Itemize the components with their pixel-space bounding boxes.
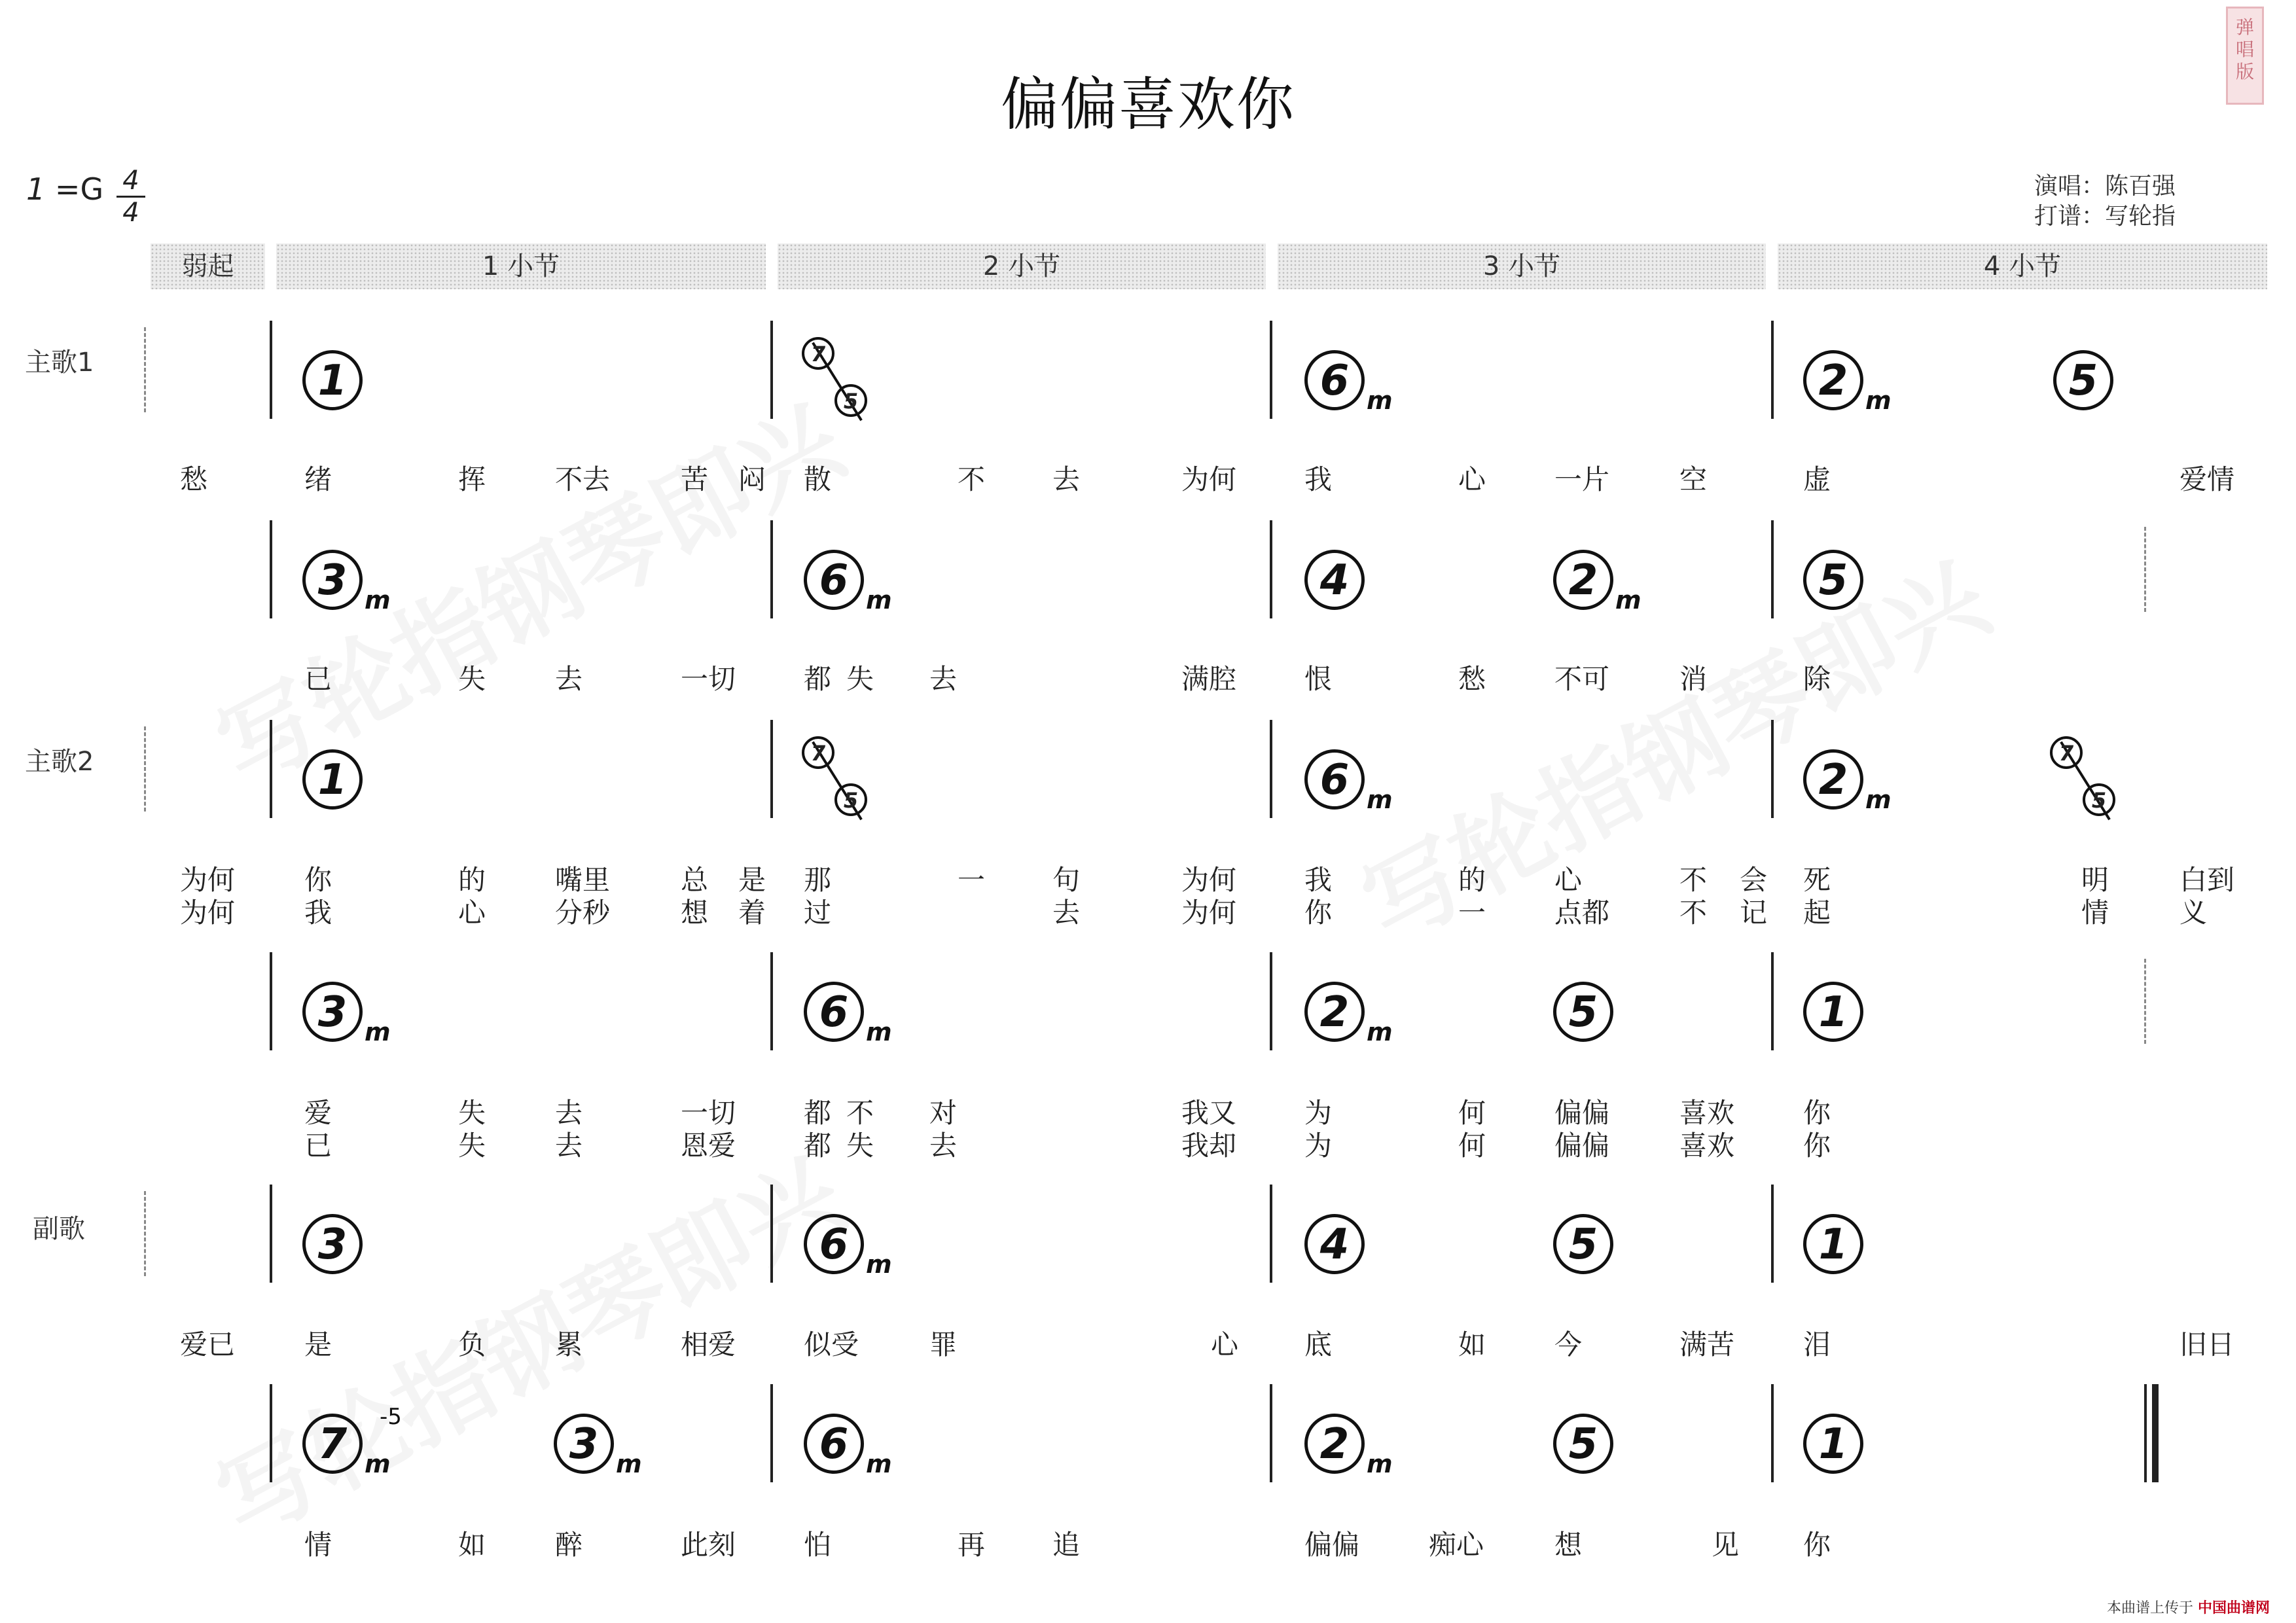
lyric-syllable: 底	[1304, 1329, 1333, 1361]
lyric-syllable: 负	[458, 1329, 486, 1361]
chord-degree: 1	[1803, 1414, 1863, 1474]
lyric-syllable: 一	[1458, 897, 1486, 929]
chord-degree: 1	[1803, 982, 1863, 1042]
lyric-syllable: 不可	[1554, 663, 1610, 695]
lyric-syllable: 何	[1458, 1097, 1486, 1129]
slash-chord-bass: 5	[834, 783, 867, 816]
chord-degree: 2	[1304, 982, 1365, 1042]
lyric-syllable: 一切	[681, 1097, 736, 1129]
barline	[770, 321, 773, 419]
lyric-syllable: 愁	[180, 463, 208, 495]
lyric-syllable: 你	[1803, 1097, 1831, 1129]
lyric-syllable: 为何	[1181, 864, 1237, 896]
lyric-syllable: 消	[1679, 663, 1708, 695]
lyric-syllable: 旧日	[2179, 1329, 2235, 1361]
barline	[770, 720, 773, 818]
lyric-syllable: 失	[458, 663, 486, 695]
lyric-syllable: 何	[1458, 1130, 1486, 1162]
measure-header-3: 3 小节	[1278, 243, 1766, 289]
lyric-syllable: 着	[738, 897, 766, 929]
time-sig-top: 4	[122, 166, 139, 196]
lyric-syllable: 明	[2081, 864, 2109, 896]
final-barline-thin	[2144, 1384, 2147, 1482]
lyric-syllable: 的	[458, 864, 486, 896]
measure-header-pickup: 弱起	[151, 243, 265, 289]
chord-degree: 7	[302, 1414, 363, 1474]
lyric-syllable: 再	[958, 1529, 986, 1561]
lyric-syllable: 偏偏	[1304, 1529, 1360, 1561]
chord-degree: 5	[1553, 982, 1613, 1042]
lyric-syllable: 记	[1740, 897, 1768, 929]
lyric-syllable: 追	[1052, 1529, 1081, 1561]
chord-degree: 2	[1553, 550, 1613, 610]
pickup-barline	[144, 327, 148, 412]
lyric-syllable: 满腔	[1181, 663, 1237, 695]
lyric-syllable: 是	[304, 1329, 332, 1361]
stamp-char: 唱	[2235, 39, 2254, 60]
chord-degree: 4	[1304, 550, 1365, 610]
lyric-syllable: 爱情	[2179, 463, 2235, 495]
barline	[1771, 1185, 1774, 1283]
lyric-syllable: 想	[681, 897, 709, 929]
lyric-syllable: 那	[804, 864, 832, 896]
barline	[1771, 321, 1774, 419]
section-label-verse1: 主歌1	[25, 348, 94, 378]
section-label-verse2: 主歌2	[25, 747, 94, 777]
lyric-syllable: 一片	[1554, 463, 1610, 495]
section-label-chorus: 副歌	[33, 1214, 85, 1244]
chord-degree: 1	[302, 350, 363, 410]
chord-degree: 6	[804, 1414, 864, 1474]
lyric-syllable: 句	[1052, 864, 1081, 896]
lyric-syllable: 失	[458, 1130, 486, 1162]
lyric-syllable: 心	[458, 897, 486, 929]
slash-chord-upper: 7	[802, 736, 834, 769]
chord-quality: m	[1367, 785, 1393, 814]
lyric-syllable: 心	[1211, 1329, 1239, 1361]
lyric-syllable: 都	[804, 1130, 832, 1162]
chord-degree: 2	[1803, 749, 1863, 810]
lyric-syllable: 我	[1304, 463, 1333, 495]
slash-chord-bass: 5	[2083, 783, 2115, 816]
lyric-syllable: 偏偏	[1554, 1097, 1610, 1129]
lyric-syllable: 满苦	[1679, 1329, 1735, 1361]
arranger-credit: 打谱：写轮指	[2034, 203, 2176, 230]
chord-degree: 1	[302, 749, 363, 810]
slash-chord-upper: 7	[2050, 736, 2083, 769]
chord-degree: 6	[804, 1214, 864, 1274]
chord-quality: m	[866, 1250, 892, 1279]
chord-degree: 6	[804, 982, 864, 1042]
chord-quality: m	[1367, 386, 1393, 415]
lyric-syllable: 去	[929, 1130, 958, 1162]
lyric-syllable: 分秒	[555, 897, 611, 929]
lyric-syllable: 总	[681, 864, 709, 896]
footer-prefix: 本曲谱上传于	[2106, 1600, 2193, 1616]
lyric-syllable: 为何	[1181, 897, 1237, 929]
lyric-syllable: 你	[1803, 1529, 1831, 1561]
chord-degree: 6	[804, 550, 864, 610]
stamp-char: 弹	[2235, 16, 2254, 38]
lyric-syllable: 此刻	[681, 1529, 736, 1561]
lyric-syllable: 累	[555, 1329, 583, 1361]
chord-quality: m	[1367, 1450, 1393, 1478]
chord-degree: 3	[302, 1214, 363, 1274]
key-tonic: 1	[26, 171, 46, 207]
barline	[270, 720, 272, 818]
lyric-syllable: 你	[1304, 897, 1333, 929]
lyric-syllable: 一切	[681, 663, 736, 695]
chord-degree: 6	[1304, 350, 1365, 410]
lyric-syllable: 想	[1554, 1529, 1583, 1561]
lyric-syllable: 都	[804, 663, 832, 695]
lyric-syllable: 痴心	[1429, 1529, 1484, 1561]
lyric-syllable: 苦	[681, 463, 709, 495]
final-barline-thick	[2152, 1384, 2159, 1482]
lyric-syllable: 你	[1803, 1130, 1831, 1162]
lyric-syllable: 情	[304, 1529, 332, 1561]
chord-quality: m	[866, 1450, 892, 1478]
lyric-syllable: 我	[1304, 864, 1333, 896]
lyric-syllable: 一	[958, 864, 986, 896]
song-title: 偏偏喜欢你	[1000, 71, 1295, 138]
lyric-syllable: 会	[1740, 864, 1768, 896]
slash-chord-upper: 7	[802, 337, 834, 370]
lyric-syllable: 去	[555, 1130, 583, 1162]
lyric-syllable: 心	[1458, 463, 1486, 495]
lyric-syllable: 不	[958, 463, 986, 495]
chord-quality: m	[365, 1450, 391, 1478]
lyric-syllable: 爱已	[180, 1329, 236, 1361]
lyric-syllable: 已	[304, 1130, 332, 1162]
lyric-syllable: 我却	[1181, 1130, 1237, 1162]
barline	[1270, 952, 1272, 1050]
lyric-syllable: 失	[458, 1097, 486, 1129]
lyric-syllable: 见	[1712, 1529, 1740, 1561]
lyric-syllable: 闷	[738, 463, 766, 495]
pickup-barline	[144, 1191, 148, 1276]
barline	[270, 321, 272, 419]
measure-header-4: 4 小节	[1778, 243, 2267, 289]
slash-chord	[2050, 736, 2122, 828]
lyric-syllable: 都	[804, 1097, 832, 1129]
lyric-syllable: 情	[2081, 897, 2109, 929]
chord-quality: m	[1367, 1018, 1393, 1046]
lyric-syllable: 怕	[804, 1529, 832, 1561]
barline	[270, 1185, 272, 1283]
chord-degree: 5	[1803, 550, 1863, 610]
chord-degree: 3	[302, 982, 363, 1042]
lyric-syllable: 起	[1803, 897, 1831, 929]
lyric-syllable: 愁	[1458, 663, 1486, 695]
lyric-syllable: 心	[1554, 864, 1583, 896]
lyric-syllable: 为何	[180, 864, 236, 896]
key-equals: =G	[54, 171, 104, 207]
chord-extension: -5	[380, 1404, 402, 1430]
barline	[1270, 321, 1272, 419]
lyric-syllable: 去	[555, 1097, 583, 1129]
chord-degree: 5	[1553, 1414, 1613, 1474]
lyric-syllable: 过	[804, 897, 832, 929]
end-barline-dashed	[2144, 959, 2148, 1044]
lyric-syllable: 为何	[1181, 463, 1237, 495]
chord-degree: 2	[1304, 1414, 1365, 1474]
barline	[1771, 952, 1774, 1050]
barline	[1771, 1384, 1774, 1482]
barline	[270, 520, 272, 618]
barline	[1270, 1384, 1272, 1482]
lyric-syllable: 不	[1679, 864, 1708, 896]
lyric-syllable: 去	[929, 663, 958, 695]
lyric-syllable: 我	[304, 897, 332, 929]
chord-quality: m	[1615, 586, 1641, 615]
lyric-syllable: 已	[304, 663, 332, 695]
lyric-syllable: 为	[1304, 1130, 1333, 1162]
lyric-syllable: 泪	[1803, 1329, 1831, 1361]
barline	[270, 1384, 272, 1482]
slash-chord-bass: 5	[834, 384, 867, 417]
chord-quality: m	[616, 1450, 642, 1478]
lyric-syllable: 为何	[180, 897, 236, 929]
lyric-syllable: 恩爱	[681, 1130, 736, 1162]
end-barline-dashed	[2144, 527, 2148, 612]
lyric-syllable: 嘴里	[555, 864, 611, 896]
lyric-syllable: 不去	[555, 463, 611, 495]
chord-quality: m	[1865, 785, 1892, 814]
lyric-syllable: 相爱	[681, 1329, 736, 1361]
pickup-barline	[144, 726, 148, 812]
lyric-syllable: 散	[804, 463, 832, 495]
time-sig-bottom: 4	[122, 198, 139, 228]
lyric-syllable: 的	[1458, 864, 1486, 896]
lyric-syllable: 如	[1458, 1329, 1486, 1361]
barline	[270, 952, 272, 1050]
chord-quality: m	[866, 586, 892, 615]
chord-degree: 1	[1803, 1214, 1863, 1274]
barline	[1270, 720, 1272, 818]
barline	[1771, 720, 1774, 818]
lyric-syllable: 虚	[1803, 463, 1831, 495]
lyric-syllable: 醉	[555, 1529, 583, 1561]
barline	[770, 952, 773, 1050]
singer-credit: 演唱：陈百强	[2034, 173, 2176, 200]
lyric-syllable: 除	[1803, 663, 1831, 695]
lyric-syllable: 恨	[1304, 663, 1333, 695]
lyric-syllable: 挥	[458, 463, 486, 495]
lyric-syllable: 失	[846, 1130, 874, 1162]
barline	[1270, 1185, 1272, 1283]
lyric-syllable: 不	[1679, 897, 1708, 929]
barline	[1771, 520, 1774, 618]
chord-quality: m	[866, 1018, 892, 1046]
lyric-syllable: 白到	[2179, 864, 2235, 896]
lyric-syllable: 今	[1554, 1329, 1583, 1361]
slash-chord	[802, 337, 874, 429]
chord-quality: m	[365, 1018, 391, 1046]
chord-degree: 3	[302, 550, 363, 610]
chord-degree: 5	[1553, 1214, 1613, 1274]
stamp-char: 版	[2235, 61, 2254, 82]
barline	[770, 1185, 773, 1283]
measure-header-1: 1 小节	[276, 243, 766, 289]
lyric-syllable: 死	[1803, 864, 1831, 896]
lyric-syllable: 喜欢	[1679, 1097, 1735, 1129]
lyric-syllable: 你	[304, 864, 332, 896]
lyric-syllable: 爱	[304, 1097, 332, 1129]
chord-degree: 3	[554, 1414, 614, 1474]
footer-source	[2107, 1597, 2270, 1617]
measure-header-2: 2 小节	[778, 243, 1266, 289]
footer-site-logo: 中国曲谱网	[2197, 1600, 2270, 1616]
lyric-syllable: 如	[458, 1529, 486, 1561]
lyric-syllable: 偏偏	[1554, 1130, 1610, 1162]
lyric-syllable: 点都	[1554, 897, 1610, 929]
lyric-syllable: 喜欢	[1679, 1130, 1735, 1162]
slash-chord	[802, 736, 874, 828]
lyric-syllable: 不	[846, 1097, 874, 1129]
lyric-syllable: 去	[1052, 463, 1081, 495]
lyric-syllable: 绪	[304, 463, 332, 495]
barline	[1270, 520, 1272, 618]
lyric-syllable: 是	[738, 864, 766, 896]
chord-quality: m	[365, 586, 391, 615]
lyric-syllable: 空	[1679, 463, 1708, 495]
lyric-syllable: 对	[929, 1097, 958, 1129]
lyric-syllable: 我又	[1181, 1097, 1237, 1129]
lyric-syllable: 去	[555, 663, 583, 695]
chord-degree: 2	[1803, 350, 1863, 410]
chord-quality: m	[1865, 386, 1892, 415]
chord-degree: 4	[1304, 1214, 1365, 1274]
lyric-syllable: 为	[1304, 1097, 1333, 1129]
lyric-syllable: 罪	[929, 1329, 958, 1361]
chord-degree: 6	[1304, 749, 1365, 810]
barline	[770, 520, 773, 618]
barline	[770, 1384, 773, 1482]
lyric-syllable: 失	[846, 663, 874, 695]
lyric-syllable: 去	[1052, 897, 1081, 929]
chord-degree: 5	[2053, 350, 2113, 410]
lyric-syllable: 似受	[804, 1329, 859, 1361]
lyric-syllable: 义	[2179, 897, 2208, 929]
